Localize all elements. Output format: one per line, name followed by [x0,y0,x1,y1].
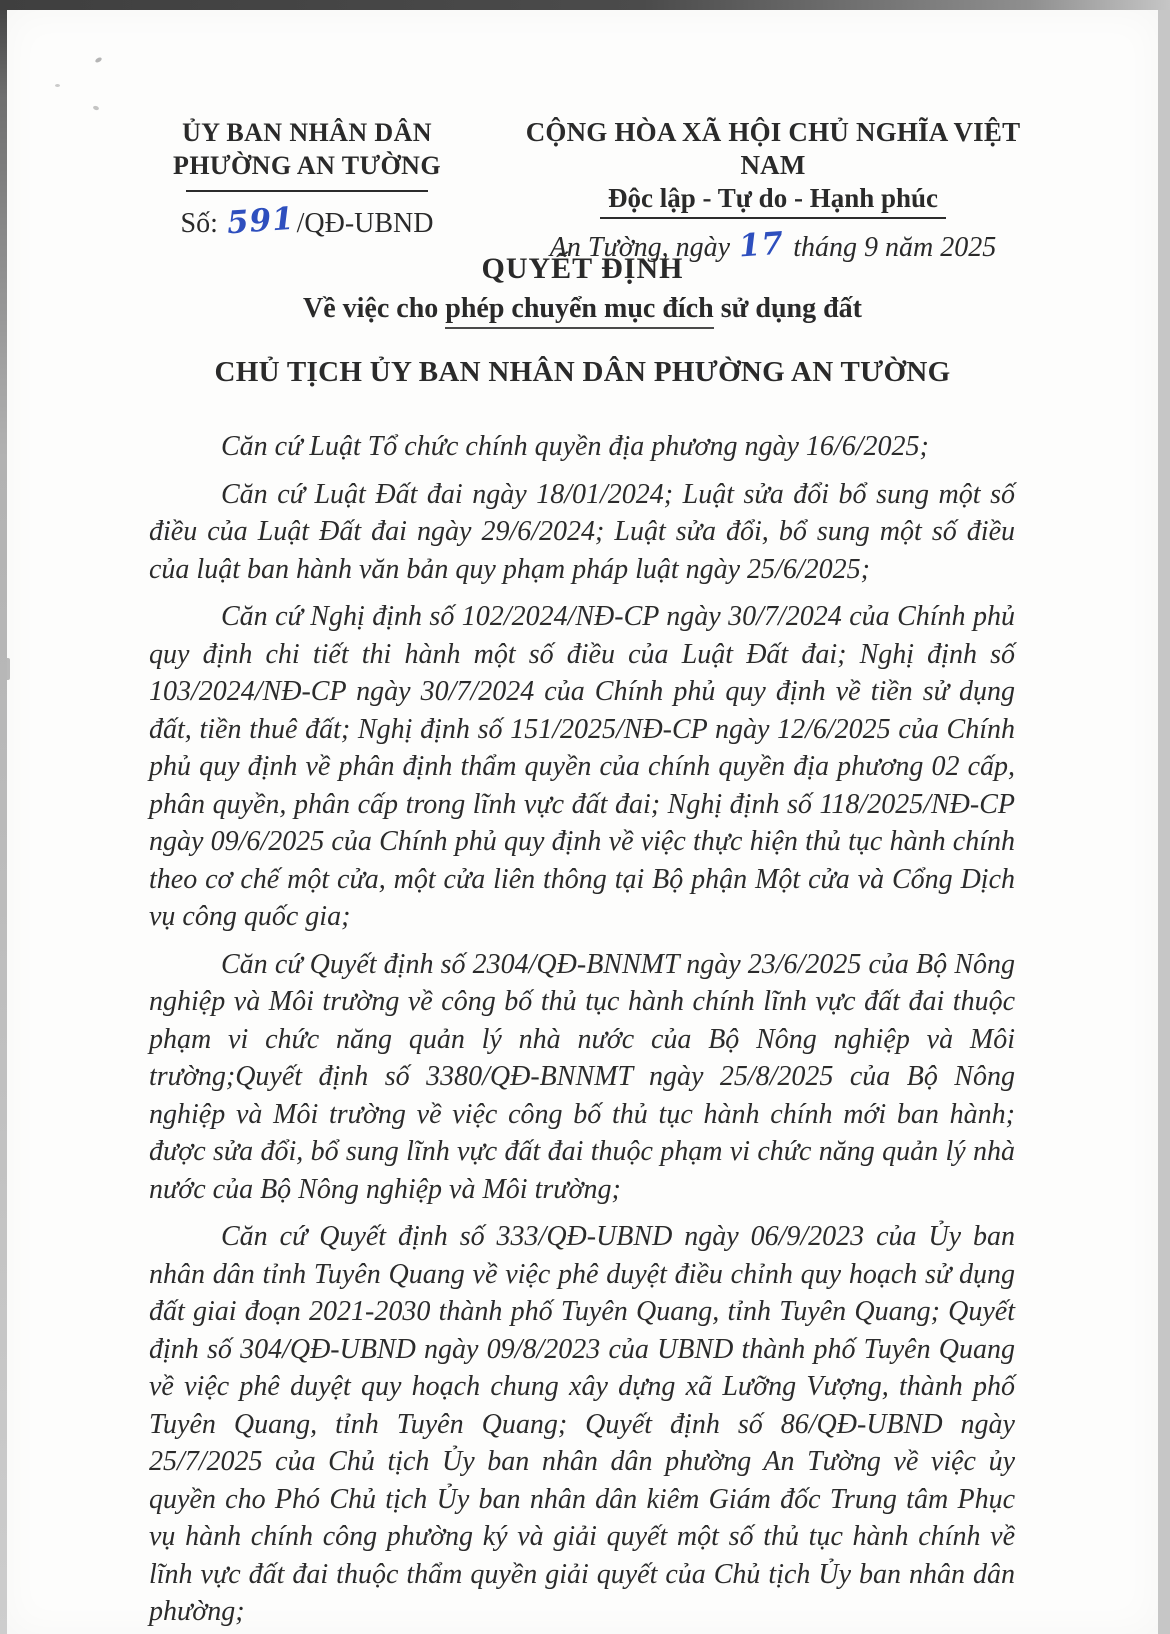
subtitle-post: sử dụng đất [713,293,862,324]
document-number [125,200,489,242]
scan-artifact [94,57,102,64]
document-number-suffix: /QĐ-UBND [296,208,434,239]
body-paragraph: Căn cứ Quyết định số 333/QĐ-UBND ngày 06/9/2023 của Ủy ban nhân dân tỉnh Tuyên Quang về việc phê duyệt điều chỉnh quy hoạch sử dụng đất giai đoạn 2021-2030 thành phố Tuyên Quang, tỉnh Tuyên Quang; Quyết định số 304/QĐ-UBND ngày 09/8/2023 của UBND thành phố Tuyên Quang về việc phê duyệt quy hoạch chung xây dựng xã Lưỡng Vượng, thành phố Tuyên Quang, tỉnh Tuyên Quang; Quyết định số 86/QĐ-UBND ngày 25/7/2025 của Chủ tịch Ủy ban nhân dân phường An Tường về việc ủy quyền cho Phó Chủ tịch Ủy ban nhân dân kiêm Giám đốc Trung tâm Phục vụ hành chính công phường ký và giải quyết một số thủ tục hành chính về lĩnh vực đất đai thuộc thẩm quyền giải quyết của Chủ tịch Ủy ban nhân dân phường; [149,1221,1015,1627]
scan-artifact [92,105,99,111]
document-title: QUYẾT ĐỊNH [481,252,684,285]
issuing-authority-line2: PHƯỜNG AN TƯỜNG [173,151,441,180]
body-paragraph: Căn cứ Nghị định số 102/2024/NĐ-CP ngày 30/7/2024 của Chính phủ quy định chi tiết thi hành một số điều của Luật Đất đai; Nghị định số 103/2024/NĐ-CP ngày 30/7/2024 của Chính phủ quy định về tiền sử dụng đất, tiền thuê đất; Nghị định số 151/2025/NĐ-CP ngày 12/6/2025 của Chính phủ quy định về phân định thẩm quyền của chính quyền địa phương 02 cấp, phân quyền, phân cấp trong lĩnh vực đất đai; Nghị định số 118/2025/NĐ-CP ngày 09/6/2025 của Chính phủ quy định về việc thực hiện thủ tục hành chính theo cơ chế một cửa, một cửa liên thông tại Bộ phận Một cửa và Cổng Dịch vụ công quốc gia; [149,601,1015,932]
deciding-authority-heading: CHỦ TỊCH ỦY BAN NHÂN DÂN PHƯỜNG AN TƯỜNG [214,356,951,388]
national-title: CỘNG HÒA XÃ HỘI CHỦ NGHĨA VIỆT NAM [525,117,1021,180]
date-suffix: tháng 9 năm 2025 [786,232,997,263]
title-block [7,252,1158,389]
date-prefix: An Tường, ngày [549,232,738,263]
scan-edge-top [0,0,1170,10]
body-paragraph: Căn cứ Quyết định số 2304/QĐ-BNNMT ngày 23/6/2025 của Bộ Nông nghiệp và Môi trường về công bố thủ tục hành chính lĩnh vực đất đai thuộc phạm vi chức năng quản lý nhà nước của Bộ Nông nghiệp và Môi trường;Quyết định số 3380/QĐ-BNNMT ngày 25/8/2025 của Bộ Nông nghiệp và Môi trường về việc công bố thủ tục hành chính mới ban hành; được sửa đổi, bổ sung lĩnh vực đất đai thuộc phạm vi chức năng quản lý nhà nước của Bộ Nông nghiệp và Môi trường; [149,948,1015,1205]
document-page [7,10,1158,1634]
national-motto-block [491,116,1055,264]
subtitle-pre: Về việc cho [302,293,446,324]
header-left-rule [186,190,428,192]
document-subtitle [7,293,1158,325]
document-number-handwritten: 591 [225,200,296,242]
issuing-authority-block [125,116,489,240]
scan-edge-left [0,0,7,1634]
document-number-prefix: Số: [180,208,225,239]
scan-artifact [55,84,60,87]
body-paragraph: Căn cứ Luật Đất đai ngày 18/01/2024; Luật sửa đổi bổ sung một số điều của Luật Đất đai ngày 29/6/2024; Luật sửa đổi, bổ sung một số điều của luật ban hành văn bản quy phạm pháp luật ngày 25/6/2025; [149,478,1015,585]
document-body [149,428,1015,1631]
date-handwritten: 17 [737,225,786,265]
body-paragraph: Căn cứ Luật Tổ chức chính quyền địa phương ngày 16/6/2025; [221,431,929,462]
national-motto: Độc lập - Tự do - Hạnh phúc [600,182,946,219]
subtitle-underlined: phép chuyển mục đích [445,293,713,329]
issuing-authority-line1: ỦY BAN NHÂN DÂN [182,118,432,147]
